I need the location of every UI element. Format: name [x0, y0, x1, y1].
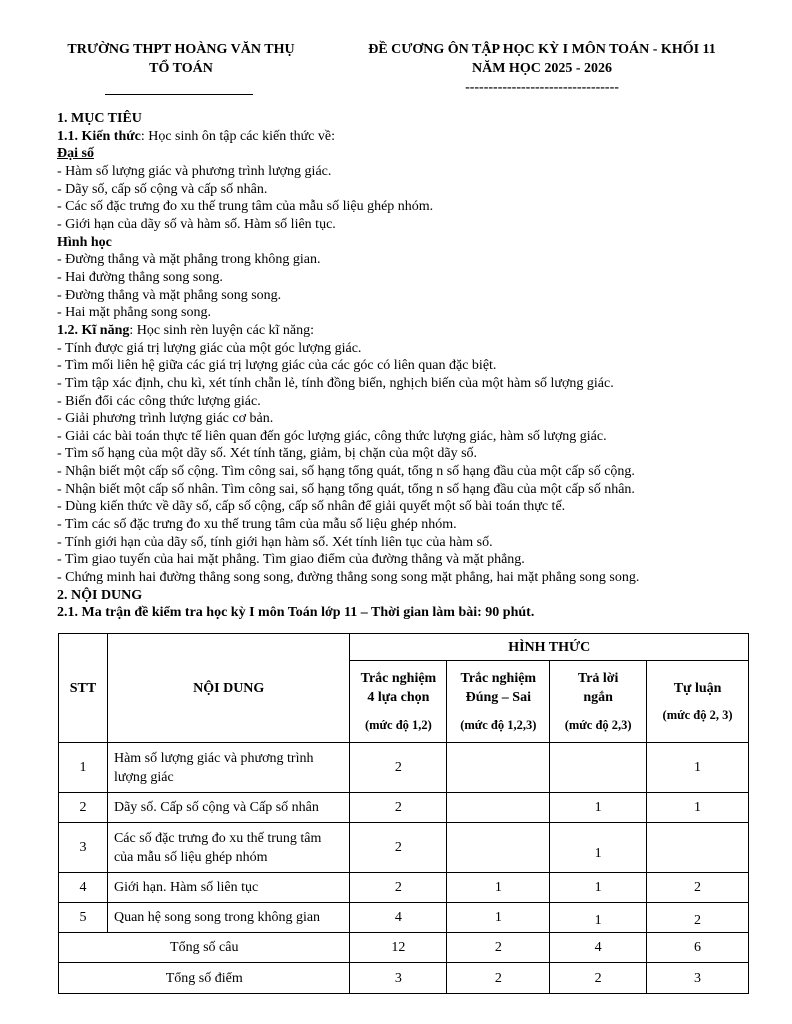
exam-matrix-table [58, 633, 749, 994]
row-value: 4 [350, 903, 447, 933]
section-2-heading: 2. NỘI DUNG [57, 587, 143, 603]
school-header [50, 40, 312, 78]
type-line1: Trắc nghiệm [460, 670, 537, 686]
column-header-type [447, 661, 550, 743]
row-content: Dãy số. Cấp số cộng và Cấp số nhân [107, 793, 350, 823]
skill-item: - Nhận biết một cấp số cộng. Tìm công sai, số hạng tổng quát, tổng n số hạng đầu của một cấp số cộng. [57, 464, 635, 480]
skill-item: - Tính giới hạn của dãy số, tính giới hạn hàm số. Xét tính liên tục của hàm số. [57, 534, 493, 550]
row-value [550, 743, 647, 793]
geometry-item: - Đường thẳng và mặt phẳng trong không gian. [57, 252, 321, 268]
algebra-heading: Đại số [57, 146, 94, 162]
total-value: 6 [647, 933, 749, 963]
skill-item: - Giải phương trình lượng giác cơ bản. [57, 411, 274, 427]
skill-item: - Tìm giao tuyến của hai mặt phẳng. Tìm giao điểm của đường thẳng và mặt phẳng. [57, 552, 525, 568]
table-row [59, 743, 749, 793]
column-header-form: HÌNH THỨC [350, 634, 749, 661]
total-value: 2 [447, 933, 550, 963]
total-value: 3 [350, 963, 447, 994]
type-line2: ngắn [583, 689, 613, 705]
table-row [59, 823, 749, 873]
row-content: Hàm số lượng giác và phương trình lượng giác [107, 743, 350, 793]
type-line1: Trả lời [577, 670, 619, 686]
row-value: 2 [647, 873, 749, 903]
total-value: 2 [550, 963, 647, 994]
row-value: 1 [447, 873, 550, 903]
total-value: 12 [350, 933, 447, 963]
total-value: 3 [647, 963, 749, 994]
section-1-1-line [57, 128, 757, 146]
skill-item: - Tìm số hạng của một dãy số. Xét tính tăng, giảm, bị chặn của một dãy số. [57, 446, 478, 462]
column-header-type [350, 661, 447, 743]
row-value [447, 793, 550, 823]
section-1-2-text: : Học sinh rèn luyện các kĩ năng: [129, 322, 315, 338]
algebra-item: - Hàm số lượng giác và phương trình lượng giác. [57, 163, 332, 179]
type-level: (mức độ 1,2,3) [460, 717, 537, 732]
type-line2: Đúng – Sai [465, 689, 531, 705]
geometry-item: - Hai đường thẳng song song. [57, 269, 223, 285]
geometry-item: - Hai mặt phẳng song song. [57, 305, 211, 321]
column-header-content: NỘI DUNG [107, 634, 350, 743]
section-1-heading: 1. MỤC TIÊU [57, 111, 142, 126]
row-value: 1 [647, 743, 749, 793]
skill-item: - Tính được giá trị lượng giác của một góc lượng giác. [57, 340, 362, 356]
algebra-item: - Giới hạn của dãy số và hàm số. Hàm số liên tục. [57, 216, 336, 232]
total-questions-label: Tổng số câu [59, 933, 350, 963]
row-content: Các số đặc trưng đo xu thế trung tâm của mẫu số liệu ghép nhóm [107, 823, 350, 873]
title-divider: --------------------------------- [465, 80, 619, 95]
row-value: 1 [447, 903, 550, 933]
row-value [647, 823, 749, 873]
school-year: NĂM HỌC 2025 - 2026 [472, 61, 612, 76]
row-stt: 1 [59, 743, 108, 793]
table-row [59, 903, 749, 933]
total-questions-row [59, 933, 749, 963]
table-row [59, 873, 749, 903]
type-line1: Tự luận [673, 680, 722, 696]
skill-item: - Tìm tập xác định, chu kì, xét tính chẵn lẻ, tính đồng biến, nghịch biến của một hàm số lượng giác. [57, 375, 614, 391]
row-value: 1 [550, 823, 647, 873]
skill-item: - Dùng kiến thức về dãy số, cấp số cộng, cấp số nhân để giải quyết một số bài toán thực tế. [57, 499, 566, 515]
skill-item: - Tìm mối liên hệ giữa các giá trị lượng giác của các góc có liên quan đặc biệt. [57, 358, 497, 374]
type-line2: 4 lựa chọn [367, 689, 430, 705]
type-line1: Trắc nghiệm [360, 670, 437, 686]
row-value: 2 [350, 823, 447, 873]
row-content: Quan hệ song song trong không gian [107, 903, 350, 933]
column-header-type [550, 661, 647, 743]
row-value: 1 [550, 903, 647, 933]
section-1-1-label: 1.1. Kiến thức [57, 128, 141, 144]
row-value: 1 [550, 793, 647, 823]
header-divider-line [105, 94, 253, 95]
algebra-item: - Dãy số, cấp số cộng và cấp số nhân. [57, 181, 268, 197]
total-value: 4 [550, 933, 647, 963]
total-value: 2 [447, 963, 550, 994]
algebra-item: - Các số đặc trưng đo xu thế trung tâm của mẫu số liệu ghép nhóm. [57, 199, 434, 215]
row-stt: 2 [59, 793, 108, 823]
total-points-label: Tổng số điểm [59, 963, 350, 994]
document-title-block [346, 40, 738, 97]
row-stt: 5 [59, 903, 108, 933]
school-name: TRƯỜNG THPT HOÀNG VĂN THỤ [67, 42, 295, 57]
geometry-item: - Đường thẳng và mặt phẳng song song. [57, 287, 282, 303]
row-stt: 3 [59, 823, 108, 873]
skill-item: - Chứng minh hai đường thẳng song song, đường thẳng song song mặt phẳng, hai mặt phẳng song song. [57, 570, 640, 586]
section-1-2-line [57, 322, 757, 340]
section-2-1-heading: 2.1. Ma trận đề kiểm tra học kỳ I môn Toán lớp 11 – Thời gian làm bài: 90 phút. [57, 605, 535, 621]
section-1-2-label: 1.2. Kĩ năng [57, 322, 130, 338]
row-value [447, 743, 550, 793]
document-body [57, 110, 757, 622]
row-content: Giới hạn. Hàm số liên tục [107, 873, 350, 903]
row-value [447, 823, 550, 873]
row-value: 2 [350, 793, 447, 823]
row-value: 1 [647, 793, 749, 823]
type-level: (mức độ 1,2) [364, 717, 432, 732]
column-header-stt: STT [59, 634, 108, 743]
row-value: 2 [647, 903, 749, 933]
type-level: (mức độ 2, 3) [662, 707, 733, 722]
section-1-1-text: : Học sinh ôn tập các kiến thức về: [140, 128, 336, 144]
column-header-type [647, 661, 749, 743]
department-name: TỔ TOÁN [149, 61, 213, 76]
skill-item: - Tìm các số đặc trưng đo xu thế trung tâm của mẫu số liệu ghép nhóm. [57, 517, 457, 533]
skill-item: - Nhận biết một cấp số nhân. Tìm công sai, số hạng tổng quát, tổng n số hạng đầu của một cấp số nhân. [57, 481, 635, 497]
table-row [59, 793, 749, 823]
skill-item: - Giải các bài toán thực tế liên quan đến góc lượng giác, công thức lượng giác, hàm số lượng giác. [57, 428, 607, 444]
table-header-row [59, 634, 749, 661]
row-value: 2 [350, 873, 447, 903]
row-stt: 4 [59, 873, 108, 903]
document-title: ĐỀ CƯƠNG ÔN TẬP HỌC KỲ I MÔN TOÁN - KHỐI 11 [368, 42, 716, 57]
geometry-heading: Hình học [57, 234, 112, 250]
type-level: (mức độ 2,3) [564, 717, 632, 732]
total-points-row [59, 963, 749, 994]
row-value: 1 [550, 873, 647, 903]
skill-item: - Biến đổi các công thức lượng giác. [57, 393, 261, 409]
row-value: 2 [350, 743, 447, 793]
